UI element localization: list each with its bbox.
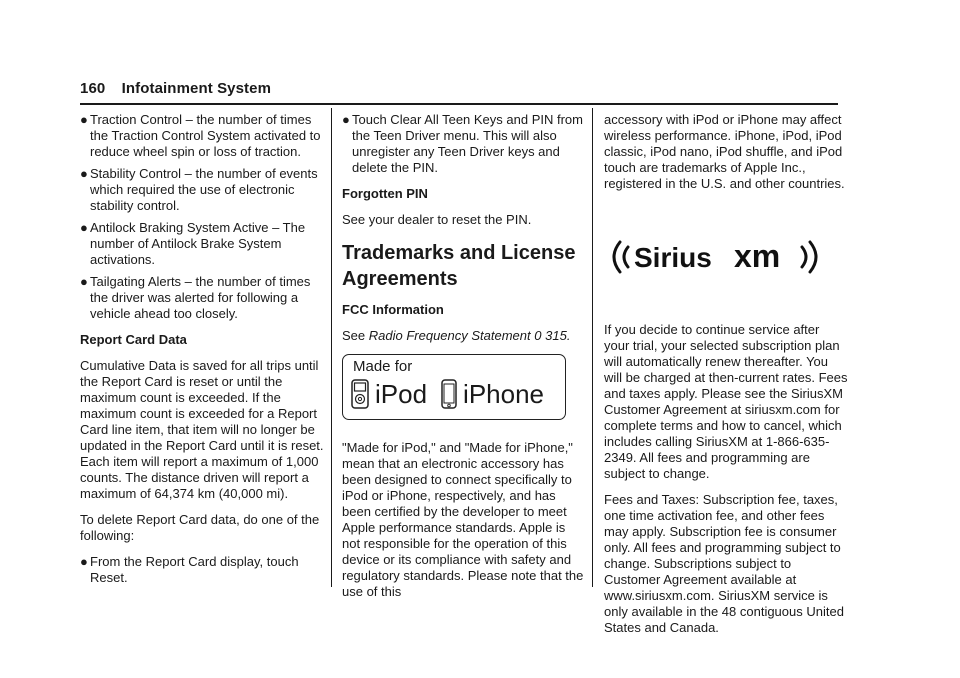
page-header [80, 80, 271, 97]
paragraph-subscription: If you decide to continue service after your trial, your selected subscription plan will automatically renew thereafter. You will be charged at then-current rates. Fees and taxes apply. Please see the SiriusXM Customer Agreement at siriusxm.com for complete terms and how to cancel, which includes calling SiriusXM at 1-866-635-2349. All fees and programming are subject to change. [604, 322, 848, 481]
bullet-icon: ● [80, 112, 88, 127]
paragraph-cumulative: Cumulative Data is saved for all trips until the Report Card is reset or until the maximum count is exceeded. If the maximum count is exceeded for a Report Card line item, that item will no longer be updated in the Report Card until it is reset. Each item will report a maximum of 1,000 counts. The distance driven will report a maximum of 64,374 km (40,000 mi). [80, 358, 324, 501]
list-item: ● Touch Clear All Teen Keys and PIN from the Teen Driver menu. This will also unregister any Teen Driver keys and delete the PIN. [342, 112, 583, 175]
list-item: ● Stability Control – the number of events which required the use of electronic stability control. [80, 166, 318, 213]
iphone-icon [441, 379, 457, 409]
subheading-report-card: Report Card Data [80, 332, 187, 347]
column-2 [342, 112, 586, 610]
page-arrow-icon: 0 [534, 328, 542, 343]
list-item: ● Traction Control – the number of times the Traction Control System activated to reduce wheel spin or loss of traction. [80, 112, 321, 159]
siriusxm-wordmark-sirius: Sirius [634, 242, 712, 273]
bullet-icon: ● [80, 554, 88, 569]
bullet-icon: ● [80, 166, 88, 181]
list-item: ● From the Report Card display, touch Reset. [80, 554, 299, 585]
bullet-icon: ● [80, 220, 88, 235]
paragraph-apple-continued: accessory with iPod or iPhone may affect wireless performance. iPhone, iPod, iPod classic, iPod nano, iPod shuffle, and iPod touch are trademarks of Apple Inc., registered in the U.S. and other countries. [604, 112, 845, 191]
page-number: 160 [80, 80, 106, 97]
subheading-forgotten-pin: Forgotten PIN [342, 186, 428, 201]
made-for-ipod-iphone-logo [342, 354, 566, 420]
siriusxm-logo [604, 232, 832, 282]
paragraph-delete: To delete Report Card data, do one of the following: [80, 512, 320, 543]
header-rule [80, 103, 838, 105]
cross-reference-link[interactable]: Radio Frequency Statement [368, 328, 531, 343]
ipod-label: iPod [375, 379, 428, 409]
bullet-icon: ● [342, 112, 350, 127]
list-item: ● Tailgating Alerts – the number of times the driver was alerted for following a vehicle ahead too closely. [80, 274, 311, 321]
subheading-fcc: FCC Information [342, 302, 444, 317]
column-3 [604, 112, 848, 646]
siriusxm-wordmark-xm: xm [734, 238, 781, 274]
chapter-title: Infotainment System [121, 80, 272, 97]
column-divider-1 [331, 108, 332, 587]
list-item: ● Antilock Braking System Active – The number of Antilock Brake System activations. [80, 220, 306, 267]
made-for-label: Made for [353, 358, 413, 375]
paragraph-dealer: See your dealer to reset the PIN. [342, 212, 532, 227]
column-1 [80, 112, 324, 592]
section-title-trademarks: Trademarks and License Agreements [342, 242, 576, 290]
paragraph-apple: "Made for iPod," and "Made for iPhone," mean that an electronic accessory has been designed to connect specifically to iPod or iPhone, respectively, and has been certified by the developer to meet Apple performance standards. Apple is not responsible for the operation of this device or its compliance with safety and regulatory standards. Please note that the use of this [342, 440, 584, 599]
column-divider-2 [592, 108, 593, 587]
see-reference: See Radio Frequency Statement 0 315. [342, 328, 571, 343]
paragraph-fees-taxes: Fees and Taxes: Subscription fee, taxes, one time activation fee, and other fees may apply. Subscription fee is consumer only. All fees and programming subject to change. Subscriptions subject to Customer Agreement available at www.siriusxm.com. SiriusXM service is only available in the 48 contiguous United States and Canada. [604, 492, 844, 635]
ipod-icon [351, 379, 369, 409]
iphone-label: iPhone [463, 379, 545, 409]
bullet-icon: ● [80, 274, 88, 289]
